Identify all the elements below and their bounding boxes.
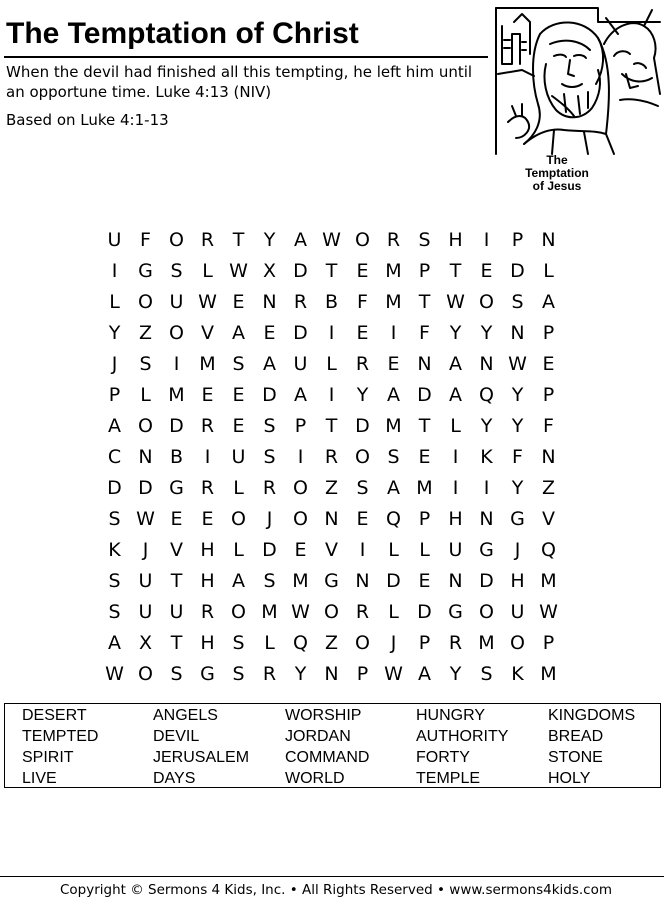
- puzzle-letter[interactable]: N: [510, 321, 525, 344]
- puzzle-letter[interactable]: T: [232, 228, 245, 251]
- puzzle-letter[interactable]: Q: [293, 631, 308, 654]
- puzzle-letter[interactable]: I: [483, 228, 490, 251]
- puzzle-letter[interactable]: D: [355, 414, 370, 437]
- puzzle-letter[interactable]: O: [355, 631, 370, 654]
- puzzle-letter[interactable]: O: [479, 600, 494, 623]
- puzzle-letter[interactable]: W: [384, 662, 403, 685]
- puzzle-letter[interactable]: L: [109, 290, 120, 313]
- puzzle-letter[interactable]: J: [111, 352, 118, 375]
- puzzle-letter[interactable]: M: [540, 569, 557, 592]
- bible-verse: When the devil had finished all this tempting, he left him until an opportune time. Luke 4:13 (NIV): [6, 63, 473, 101]
- word-list-item: AUTHORITY: [416, 728, 509, 745]
- puzzle-letter[interactable]: V: [325, 538, 338, 561]
- puzzle-letter[interactable]: U: [138, 569, 153, 592]
- puzzle-letter[interactable]: K: [108, 538, 121, 561]
- word-list-item: JORDAN: [285, 728, 351, 745]
- puzzle-letter[interactable]: N: [138, 445, 153, 468]
- puzzle-letter[interactable]: I: [328, 321, 335, 344]
- puzzle-letter[interactable]: E: [356, 321, 369, 344]
- puzzle-letter[interactable]: L: [419, 538, 430, 561]
- puzzle-letter[interactable]: L: [233, 538, 244, 561]
- puzzle-letter[interactable]: I: [204, 445, 211, 468]
- puzzle-letter[interactable]: H: [510, 569, 525, 592]
- puzzle-letter[interactable]: P: [418, 259, 431, 282]
- illustration-caption: The Temptation of Jesus: [525, 153, 589, 193]
- puzzle-letter[interactable]: M: [416, 476, 433, 499]
- puzzle-letter[interactable]: M: [478, 631, 495, 654]
- puzzle-letter[interactable]: Z: [541, 476, 556, 499]
- puzzle-letter[interactable]: T: [418, 290, 431, 313]
- puzzle-letter[interactable]: E: [294, 538, 307, 561]
- word-list-item: STONE: [548, 749, 603, 766]
- puzzle-letter[interactable]: N: [262, 290, 277, 313]
- puzzle-letter[interactable]: M: [385, 259, 402, 282]
- puzzle-letter[interactable]: R: [200, 414, 215, 437]
- puzzle-letter[interactable]: A: [449, 383, 462, 406]
- puzzle-letter[interactable]: N: [324, 507, 339, 530]
- puzzle-letter[interactable]: C: [107, 445, 122, 468]
- puzzle-letter[interactable]: Z: [324, 631, 339, 654]
- puzzle-letter[interactable]: B: [169, 445, 184, 468]
- puzzle-letter[interactable]: U: [138, 600, 153, 623]
- puzzle-letter[interactable]: O: [355, 445, 370, 468]
- puzzle-letter[interactable]: S: [170, 662, 183, 685]
- puzzle-letter[interactable]: D: [386, 569, 401, 592]
- puzzle-letter[interactable]: O: [324, 600, 339, 623]
- puzzle-letter[interactable]: P: [418, 507, 431, 530]
- puzzle-letter[interactable]: P: [542, 631, 555, 654]
- puzzle-letter[interactable]: O: [293, 507, 308, 530]
- puzzle-letter[interactable]: F: [140, 228, 151, 251]
- puzzle-letter[interactable]: G: [510, 507, 525, 530]
- puzzle-letter[interactable]: U: [231, 445, 246, 468]
- puzzle-letter[interactable]: H: [200, 569, 215, 592]
- puzzle-letter[interactable]: U: [107, 228, 122, 251]
- word-list: [4, 703, 661, 788]
- puzzle-letter[interactable]: A: [294, 228, 307, 251]
- puzzle-letter[interactable]: Y: [480, 321, 493, 344]
- word-list-item: JERUSALEM: [153, 749, 250, 766]
- puzzle-letter[interactable]: S: [387, 445, 400, 468]
- puzzle-letter[interactable]: M: [199, 352, 216, 375]
- word-list-item: DAYS: [153, 770, 196, 787]
- puzzle-letter[interactable]: S: [139, 352, 152, 375]
- puzzle-letter[interactable]: O: [138, 290, 153, 313]
- puzzle-letter[interactable]: S: [418, 228, 431, 251]
- puzzle-letter[interactable]: R: [448, 631, 463, 654]
- puzzle-letter[interactable]: L: [326, 352, 337, 375]
- puzzle-letter[interactable]: A: [294, 383, 307, 406]
- puzzle-letter[interactable]: F: [543, 414, 554, 437]
- puzzle-letter[interactable]: L: [140, 383, 151, 406]
- puzzle-letter[interactable]: U: [169, 290, 184, 313]
- puzzle-letter[interactable]: A: [542, 290, 555, 313]
- puzzle-letter[interactable]: M: [540, 662, 557, 685]
- copyright-footer: Copyright © Sermons 4 Kids, Inc. • All Rights Reserved • www.sermons4kids.com: [60, 882, 612, 898]
- puzzle-letter[interactable]: A: [418, 662, 431, 685]
- puzzle-letter[interactable]: Q: [479, 383, 494, 406]
- puzzle-letter[interactable]: J: [390, 631, 397, 654]
- word-list-item: HUNGRY: [416, 707, 486, 724]
- puzzle-letter[interactable]: A: [387, 383, 400, 406]
- puzzle-letter[interactable]: L: [202, 259, 213, 282]
- puzzle-letter[interactable]: E: [232, 290, 245, 313]
- puzzle-letter[interactable]: J: [514, 538, 521, 561]
- puzzle-letter[interactable]: S: [232, 631, 245, 654]
- puzzle-letter[interactable]: Y: [449, 662, 462, 685]
- puzzle-letter[interactable]: R: [262, 662, 277, 685]
- puzzle-letter[interactable]: W: [229, 259, 248, 282]
- word-list-item: WORLD: [285, 770, 345, 787]
- puzzle-letter[interactable]: U: [510, 600, 525, 623]
- puzzle-letter[interactable]: W: [508, 352, 527, 375]
- puzzle-letter[interactable]: K: [511, 662, 524, 685]
- word-list-item: DESERT: [22, 707, 87, 724]
- puzzle-letter[interactable]: A: [449, 352, 462, 375]
- puzzle-letter[interactable]: P: [542, 383, 555, 406]
- puzzle-letter[interactable]: O: [479, 290, 494, 313]
- puzzle-letter[interactable]: X: [138, 631, 153, 654]
- puzzle-letter[interactable]: A: [108, 631, 121, 654]
- word-list-item: SPIRIT: [22, 749, 74, 766]
- puzzle-letter[interactable]: Y: [263, 228, 276, 251]
- puzzle-letter[interactable]: S: [170, 259, 183, 282]
- puzzle-letter[interactable]: O: [231, 600, 246, 623]
- puzzle-letter[interactable]: R: [324, 445, 339, 468]
- puzzle-letter[interactable]: S: [511, 290, 524, 313]
- puzzle-letter[interactable]: I: [452, 445, 459, 468]
- puzzle-letter[interactable]: L: [543, 259, 554, 282]
- puzzle-letter[interactable]: E: [387, 352, 400, 375]
- puzzle-letter[interactable]: G: [479, 538, 494, 561]
- puzzle-letter[interactable]: O: [169, 228, 184, 251]
- puzzle-letter[interactable]: I: [297, 445, 304, 468]
- puzzle-letter[interactable]: I: [390, 321, 397, 344]
- puzzle-letter[interactable]: G: [200, 662, 215, 685]
- puzzle-letter[interactable]: E: [232, 383, 245, 406]
- puzzle-letter[interactable]: D: [138, 476, 153, 499]
- puzzle-letter[interactable]: L: [450, 414, 461, 437]
- puzzle-letter[interactable]: F: [419, 321, 430, 344]
- puzzle-letter[interactable]: D: [262, 383, 277, 406]
- word-list-item: BREAD: [548, 728, 604, 745]
- puzzle-letter[interactable]: R: [355, 600, 370, 623]
- puzzle-letter[interactable]: P: [356, 662, 369, 685]
- puzzle-letter[interactable]: L: [388, 600, 399, 623]
- puzzle-letter[interactable]: E: [201, 383, 214, 406]
- puzzle-letter[interactable]: H: [448, 228, 463, 251]
- puzzle-letter[interactable]: W: [105, 662, 124, 685]
- puzzle-letter[interactable]: H: [200, 631, 215, 654]
- puzzle-letter[interactable]: X: [262, 259, 277, 282]
- puzzle-letter[interactable]: O: [169, 321, 184, 344]
- puzzle-letter[interactable]: O: [510, 631, 525, 654]
- puzzle-letter[interactable]: R: [200, 476, 215, 499]
- puzzle-letter[interactable]: E: [170, 507, 183, 530]
- puzzle-letter[interactable]: O: [231, 507, 246, 530]
- puzzle-letter[interactable]: N: [479, 507, 494, 530]
- puzzle-letter[interactable]: I: [173, 352, 180, 375]
- puzzle-letter[interactable]: I: [452, 476, 459, 499]
- puzzle-letter[interactable]: Y: [480, 414, 493, 437]
- puzzle-letter[interactable]: T: [418, 414, 431, 437]
- puzzle-letter[interactable]: O: [138, 662, 153, 685]
- puzzle-letter[interactable]: S: [356, 476, 369, 499]
- puzzle-letter[interactable]: Y: [511, 476, 524, 499]
- puzzle-letter[interactable]: F: [512, 445, 523, 468]
- puzzle-letter[interactable]: S: [108, 600, 121, 623]
- puzzle-letter[interactable]: M: [168, 383, 185, 406]
- puzzle-letter[interactable]: P: [108, 383, 121, 406]
- puzzle-letter[interactable]: I: [111, 259, 118, 282]
- puzzle-letter[interactable]: W: [291, 600, 310, 623]
- puzzle-letter[interactable]: M: [385, 290, 402, 313]
- puzzle-letter[interactable]: L: [388, 538, 399, 561]
- puzzle-letter[interactable]: J: [266, 507, 273, 530]
- puzzle-letter[interactable]: A: [232, 321, 245, 344]
- puzzle-letter[interactable]: U: [448, 538, 463, 561]
- puzzle-letter[interactable]: I: [359, 538, 366, 561]
- puzzle-letter[interactable]: A: [263, 352, 276, 375]
- puzzle-letter[interactable]: S: [108, 507, 121, 530]
- puzzle-letter[interactable]: S: [263, 569, 276, 592]
- puzzle-letter[interactable]: G: [448, 600, 463, 623]
- puzzle-letter[interactable]: D: [479, 569, 494, 592]
- word-list-item: KINGDOMS: [548, 707, 636, 724]
- scripture-reference: Based on Luke 4:1-13: [6, 111, 169, 129]
- puzzle-letter[interactable]: V: [170, 538, 183, 561]
- puzzle-letter[interactable]: R: [355, 352, 370, 375]
- puzzle-letter[interactable]: D: [293, 259, 308, 282]
- footer-divider: [0, 876, 664, 877]
- puzzle-letter[interactable]: Z: [324, 476, 339, 499]
- puzzle-letter[interactable]: S: [263, 414, 276, 437]
- word-list-item: TEMPTED: [22, 728, 99, 745]
- puzzle-letter[interactable]: Q: [386, 507, 401, 530]
- puzzle-letter[interactable]: G: [324, 569, 339, 592]
- puzzle-letter[interactable]: T: [325, 259, 338, 282]
- puzzle-letter[interactable]: M: [385, 414, 402, 437]
- puzzle-letter[interactable]: A: [232, 569, 245, 592]
- puzzle-letter[interactable]: A: [387, 476, 400, 499]
- puzzle-letter[interactable]: Q: [541, 538, 556, 561]
- puzzle-letter[interactable]: A: [108, 414, 121, 437]
- word-list-item: TEMPLE: [416, 770, 481, 787]
- puzzle-letter[interactable]: E: [418, 445, 431, 468]
- puzzle-letter[interactable]: U: [169, 600, 184, 623]
- puzzle-letter[interactable]: D: [510, 259, 525, 282]
- puzzle-letter[interactable]: D: [417, 383, 432, 406]
- puzzle-letter[interactable]: D: [293, 321, 308, 344]
- puzzle-letter[interactable]: H: [448, 507, 463, 530]
- puzzle-letter[interactable]: G: [138, 259, 153, 282]
- puzzle-letter[interactable]: T: [449, 259, 462, 282]
- puzzle-letter[interactable]: R: [200, 600, 215, 623]
- puzzle-letter[interactable]: Y: [294, 662, 307, 685]
- puzzle-letter[interactable]: N: [417, 352, 432, 375]
- puzzle-letter[interactable]: D: [107, 476, 122, 499]
- puzzle-letter[interactable]: O: [138, 414, 153, 437]
- puzzle-letter[interactable]: E: [263, 321, 276, 344]
- puzzle-letter[interactable]: P: [418, 631, 431, 654]
- puzzle-letter[interactable]: D: [169, 414, 184, 437]
- page-title: The Temptation of Christ: [6, 17, 359, 50]
- word-list-item: DEVIL: [153, 728, 200, 745]
- puzzle-letter[interactable]: N: [324, 662, 339, 685]
- puzzle-letter[interactable]: S: [480, 662, 493, 685]
- puzzle-letter[interactable]: D: [417, 600, 432, 623]
- puzzle-letter[interactable]: R: [262, 476, 277, 499]
- puzzle-letter[interactable]: V: [201, 321, 214, 344]
- puzzle-letter[interactable]: M: [292, 569, 309, 592]
- puzzle-letter[interactable]: P: [294, 414, 307, 437]
- puzzle-letter[interactable]: S: [108, 569, 121, 592]
- word-list-item: LIVE: [22, 770, 57, 787]
- puzzle-letter[interactable]: Y: [449, 321, 462, 344]
- puzzle-letter[interactable]: S: [232, 662, 245, 685]
- title-divider: [4, 56, 488, 58]
- puzzle-letter[interactable]: R: [293, 290, 308, 313]
- puzzle-letter[interactable]: G: [169, 476, 184, 499]
- puzzle-letter[interactable]: Y: [511, 414, 524, 437]
- puzzle-letter[interactable]: N: [541, 228, 556, 251]
- puzzle-letter[interactable]: P: [511, 228, 524, 251]
- puzzle-letter[interactable]: E: [542, 352, 555, 375]
- puzzle-letter[interactable]: Y: [356, 383, 369, 406]
- puzzle-letter[interactable]: S: [263, 445, 276, 468]
- puzzle-letter[interactable]: I: [328, 383, 335, 406]
- puzzle-letter[interactable]: Z: [138, 321, 153, 344]
- puzzle-letter[interactable]: R: [200, 228, 215, 251]
- word-list-item: HOLY: [548, 770, 591, 787]
- puzzle-letter[interactable]: U: [293, 352, 308, 375]
- puzzle-letter[interactable]: J: [142, 538, 149, 561]
- puzzle-letter[interactable]: B: [324, 290, 339, 313]
- puzzle-letter[interactable]: H: [200, 538, 215, 561]
- puzzle-letter[interactable]: T: [325, 414, 338, 437]
- puzzle-letter[interactable]: Y: [108, 321, 121, 344]
- puzzle-letter[interactable]: W: [198, 290, 217, 313]
- puzzle-letter[interactable]: W: [136, 507, 155, 530]
- word-search-grid[interactable]: [99, 224, 564, 689]
- word-list-item: WORSHIP: [285, 707, 362, 724]
- puzzle-letter[interactable]: T: [170, 631, 183, 654]
- puzzle-letter[interactable]: E: [356, 259, 369, 282]
- puzzle-letter[interactable]: D: [262, 538, 277, 561]
- puzzle-letter[interactable]: K: [480, 445, 493, 468]
- puzzle-letter[interactable]: O: [293, 476, 308, 499]
- puzzle-letter[interactable]: R: [386, 228, 401, 251]
- word-list-item: COMMAND: [285, 749, 370, 766]
- word-list-item: FORTY: [416, 749, 470, 766]
- puzzle-letter[interactable]: E: [418, 569, 431, 592]
- puzzle-letter[interactable]: N: [479, 352, 494, 375]
- puzzle-letter[interactable]: V: [542, 507, 555, 530]
- puzzle-letter[interactable]: N: [448, 569, 463, 592]
- puzzle-letter[interactable]: M: [261, 600, 278, 623]
- puzzle-letter[interactable]: W: [446, 290, 465, 313]
- word-list-item: ANGELS: [153, 707, 218, 724]
- puzzle-letter[interactable]: I: [483, 476, 490, 499]
- puzzle-letter[interactable]: L: [264, 631, 275, 654]
- puzzle-letter[interactable]: E: [201, 507, 214, 530]
- puzzle-letter[interactable]: O: [355, 228, 370, 251]
- puzzle-letter[interactable]: E: [356, 507, 369, 530]
- puzzle-letter[interactable]: N: [355, 569, 370, 592]
- puzzle-letter[interactable]: E: [232, 414, 245, 437]
- puzzle-letter[interactable]: W: [322, 228, 341, 251]
- puzzle-letter[interactable]: P: [542, 321, 555, 344]
- puzzle-letter[interactable]: T: [170, 569, 183, 592]
- puzzle-letter[interactable]: N: [541, 445, 556, 468]
- puzzle-letter[interactable]: Y: [511, 383, 524, 406]
- puzzle-letter[interactable]: E: [480, 259, 493, 282]
- puzzle-letter[interactable]: F: [357, 290, 368, 313]
- puzzle-letter[interactable]: S: [232, 352, 245, 375]
- puzzle-letter[interactable]: L: [233, 476, 244, 499]
- puzzle-letter[interactable]: W: [539, 600, 558, 623]
